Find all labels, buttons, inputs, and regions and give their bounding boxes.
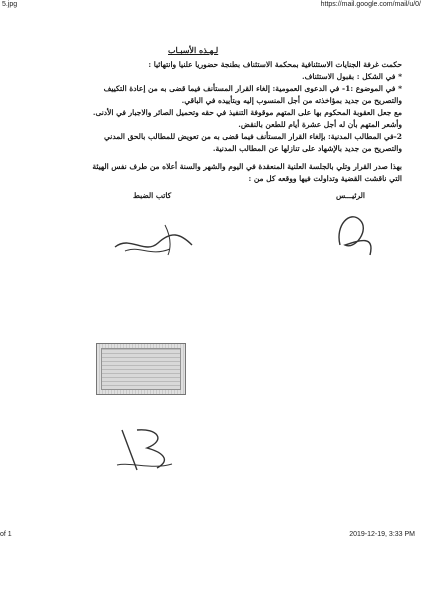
document-heading: لـهـذه الأسبـاب bbox=[168, 45, 219, 55]
file-name: 5.jpg bbox=[2, 1, 18, 8]
president-signature-image bbox=[330, 205, 380, 260]
text-line-9: بهذا صدر القرار وتلي بالجلسة العلنية المنعقدة في اليوم والشهر والسنة أعلاه من طرف نفس الهيئة bbox=[92, 162, 402, 171]
text-line-7: 2-في المطالب المدنية: بإلغاء القرار المستأنف فيما قضى به من تعويض للمطالب بالحق المدني bbox=[103, 132, 402, 141]
text-line-5: مع جعل العقوبة المحكوم بها على المتهم موقوفة التنفيذ في حقه وتحميل الصائر والاجبار في الأدنى. bbox=[92, 108, 402, 117]
text-line-2: * في الشكل : بقبول الاستئناف. bbox=[301, 72, 402, 81]
clerk-label: كاتب الضبط bbox=[133, 191, 172, 200]
text-line-8: والتصريح من جديد بالإشهاد على تنازلها عن المطالب المدنية. bbox=[212, 144, 402, 153]
court-stamp bbox=[96, 343, 186, 395]
print-timestamp: 2019-12-19, 3:33 PM bbox=[349, 531, 415, 538]
clerk-signature-image bbox=[110, 205, 200, 265]
court-stamp-image bbox=[101, 348, 181, 390]
text-line-4: والتصريح من جديد بمؤاخذته من أجل المنسوب إليه وبتأييده في الباقي. bbox=[181, 96, 402, 105]
page-url[interactable]: https://mail.google.com/mail/u/0/ bbox=[320, 1, 421, 8]
lower-signature-image bbox=[112, 420, 182, 475]
text-line-1: حكمت غرفة الجنايات الاستئنافية بمحكمة الاستئناف بطنجة حضوريا علنيا وانتهائيا : bbox=[148, 60, 402, 69]
text-line-10: التي ناقشت القضية وتداولت فيها ووقعه كل من : bbox=[248, 174, 402, 183]
pagination: of 1 bbox=[0, 531, 12, 538]
president-label: الرئيـــس bbox=[336, 191, 366, 200]
text-line-3: * في الموضوع :1- في الدعوى العمومية: إلغاء القرار المستأنف فيما قضى به من إعادة التكييف bbox=[103, 84, 402, 93]
text-line-6: وأشعر المتهم بأن له أجل عشرة أيام للطعن بالنقض. bbox=[238, 120, 402, 129]
